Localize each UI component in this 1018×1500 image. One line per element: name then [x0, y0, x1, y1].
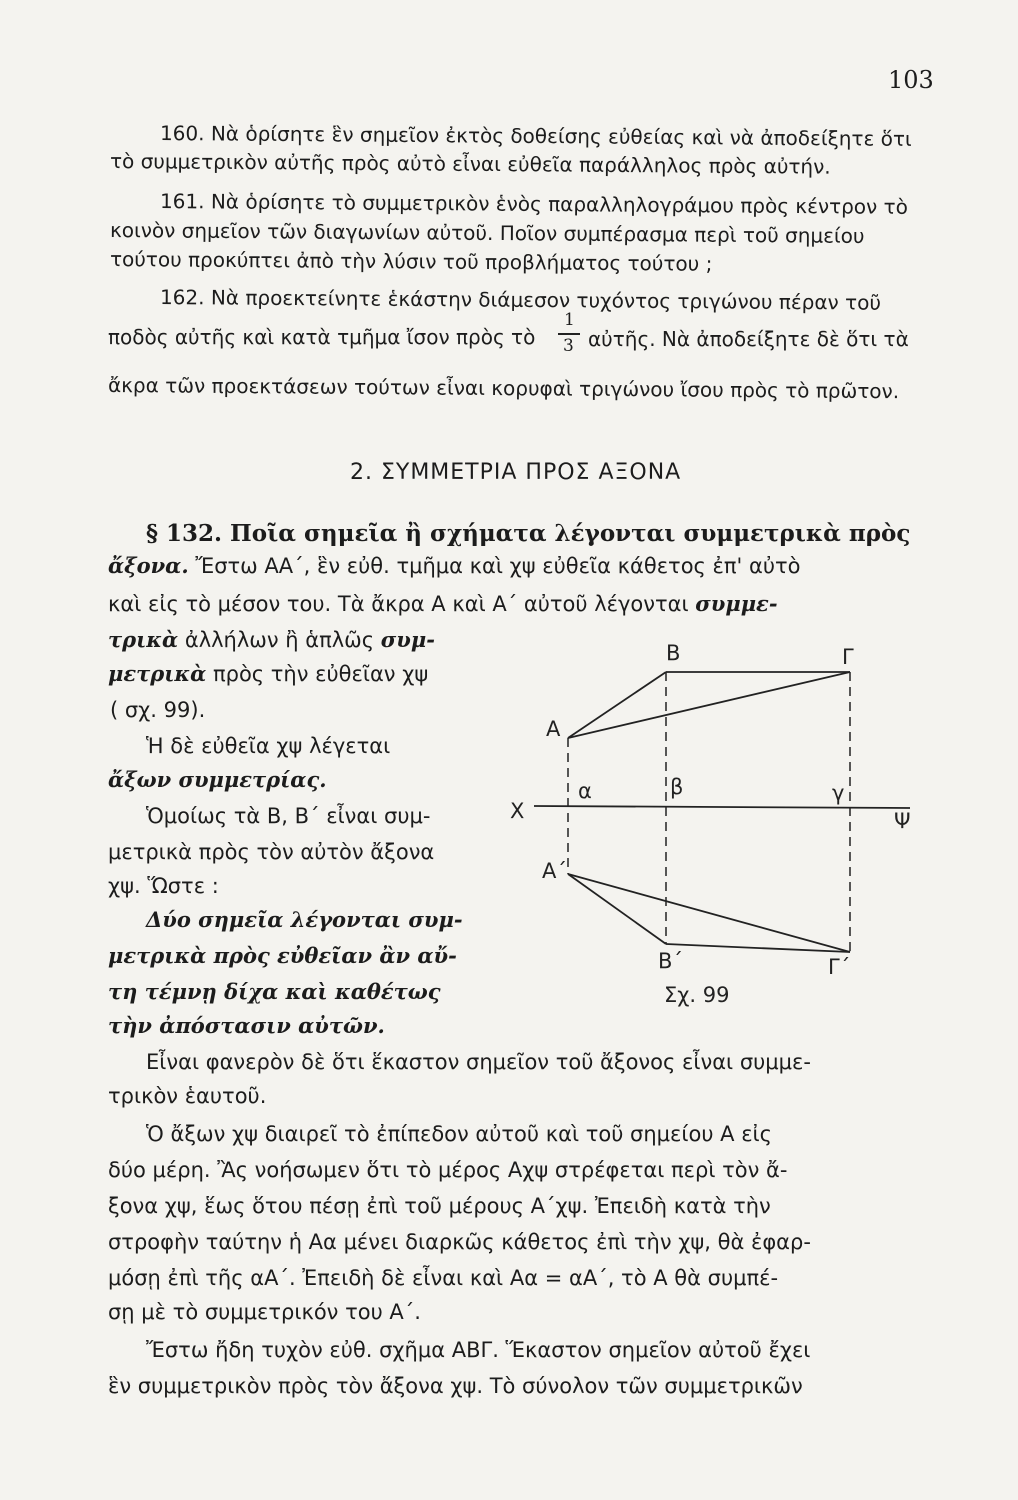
exercise-162-line-2b: αὐτῆς. Νὰ ἀποδείξητε δὲ ὅτι τὰ	[588, 327, 909, 351]
exercise-160-line-1: 160. Νὰ ὁρίσητε ἓν σημεῖον ἐκτὸς δοθείσης εὐθείας καὶ νὰ ἀποδείξητε ὅτι	[159, 121, 912, 151]
rest-line-9: Ἔστω ἤδη τυχὸν εὐθ. σχῆμα ΑΒΓ. Ἕκαστον σημεῖον αὐτοῦ ἔχει	[146, 1338, 811, 1362]
body-line-4-text: πρὸς τὴν εὐθεῖαν χψ	[206, 662, 429, 686]
segment-a-g	[568, 672, 850, 738]
segment-a2-g2	[568, 874, 850, 952]
body-line-4-bold: μετρικὰ	[108, 661, 207, 686]
label-b-prime: Β΄	[658, 949, 683, 973]
body-line-8: Ὁμοίως τὰ Β, Β΄ εἶναι συμ-	[146, 804, 431, 828]
body-line-3-text: ἀλλήλων ἢ ἁπλῶς	[178, 628, 381, 652]
rest-line-6: στροφὴν ταύτην ἡ Αα μένει διαρκῶς κάθετος ἐπὶ τὴν χψ, θὰ ἐφαρ-	[108, 1230, 811, 1254]
rest-line-10: ἓν συμμετρικὸν πρὸς τὸν ἄξονα χψ. Τὸ σύνολον τῶν συμμετρικῶν	[108, 1374, 803, 1398]
exercise-160-line-2: τὸ συμμετρικὸν αὐτῆς πρὸς αὐτὸ εἶναι εὐθεῖα παράλληλος πρὸς αὐτήν.	[109, 149, 831, 179]
body-line-7: ἄξων συμμετρίας.	[108, 767, 327, 792]
theorem-line-2: μετρικὰ πρὸς εὐθεῖαν ἂν αὔ-	[108, 943, 457, 968]
body-line-2-bold: συμμε-	[695, 591, 778, 616]
body-line-3-bold: τρικὰ	[108, 627, 179, 652]
theorem-line-4: τὴν ἀπόστασιν αὐτῶν.	[108, 1013, 385, 1038]
rest-line-2: τρικὸν ἑαυτοῦ.	[108, 1084, 267, 1108]
label-beta: β	[670, 775, 684, 799]
body-line-4	[108, 660, 428, 688]
label-g: Γ	[842, 645, 854, 669]
rest-line-5: ξονα χψ, ἕως ὅτου πέσῃ ἐπὶ τοῦ μέρους Α΄χψ. Ἐπειδὴ κατὰ τὴν	[108, 1194, 771, 1218]
exercise-161-line-1: 161. Νὰ ὁρίσητε τὸ συμμετρικὸν ἑνὸς παραλληλογράμου πρὸς κέντρον τὸ	[159, 189, 908, 219]
fraction-bar	[558, 333, 580, 335]
exercise-162-line-1: 162. Νὰ προεκτείνητε ἑκάστην διάμεσον τυχόντος τριγώνου πέραν τοῦ	[159, 285, 882, 315]
axis-x-psi	[534, 806, 910, 808]
page-number: 103	[888, 66, 934, 94]
body-line-10: χψ. Ὥστε :	[108, 874, 219, 898]
fraction-numerator: 1	[564, 310, 575, 330]
label-a-prime: Α΄	[542, 859, 567, 883]
rest-line-8: σῃ μὲ τὸ συμμετρικόν του Α΄.	[108, 1300, 421, 1324]
label-psi: Ψ	[894, 809, 911, 833]
exercise-161-line-3: τούτου προκύπτει ἀπὸ τὴν λύσιν τοῦ προβλήματος τούτου ;	[109, 247, 713, 276]
paragraph-heading: § 132. Ποῖα σημεῖα ἢ σχήματα λέγονται συμμετρικὰ πρὸς	[146, 520, 911, 547]
fraction-denominator: 3	[563, 336, 574, 356]
figure-caption: Σχ. 99	[664, 983, 730, 1007]
rest-line-4: δύο μέρη. Ἂς νοήσωμεν ὅτι τὸ μέρος Αχψ στρέφεται περὶ τὸν ἄ-	[108, 1158, 788, 1182]
label-b: Β	[666, 641, 681, 665]
label-g-prime: Γ΄	[828, 955, 851, 979]
theorem-line-1: Δύο σημεῖα λέγονται συμ-	[146, 907, 463, 932]
rest-line-3: Ὁ ἄξων χψ διαιρεῖ τὸ ἐπίπεδον αὐτοῦ καὶ τοῦ σημείου Α εἰς	[146, 1122, 772, 1146]
segment-a2-b2	[568, 874, 666, 944]
rest-line-1: Εἶναι φανερὸν δὲ ὅτι ἕκαστον σημεῖον τοῦ ἄξονος εἶναι συμμε-	[146, 1050, 811, 1074]
body-line-9: μετρικὰ πρὸς τὸν αὐτὸν ἄξονα	[108, 840, 435, 864]
body-line-2	[108, 590, 778, 618]
label-gamma: γ	[832, 781, 845, 805]
label-alpha: α	[578, 779, 592, 803]
exercise-162-line-2a: ποδὸς αὐτῆς καὶ κατὰ τμῆμα ἴσον πρὸς τὸ	[108, 325, 536, 349]
exercise-162-line-3: ἄκρα τῶν προεκτάσεων τούτων εἶναι κορυφαὶ τριγώνου ἴσου πρὸς τὸ πρῶτον.	[107, 373, 900, 404]
body-line-3	[108, 626, 435, 654]
body-line-1-bold: ἄξονα.	[108, 553, 189, 578]
label-x: Χ	[510, 799, 525, 823]
rest-line-7: μόσῃ ἐπὶ τῆς αΑ΄. Ἐπειδὴ δὲ εἶναι καὶ Αα = αΑ΄, τὸ Α θὰ συμπέ-	[108, 1266, 779, 1290]
section-title: 2. ΣΥΜΜΕΤΡΙΑ ΠΡΟΣ ΑΞΟΝΑ	[350, 460, 682, 485]
body-line-3-bold-2: συμ-	[380, 627, 435, 652]
theorem-line-3: τη τέμνῃ δίχα καὶ καθέτως	[108, 979, 441, 1004]
body-line-1-text: Ἔστω ΑΑ΄, ἓν εὐθ. τμῆμα καὶ χψ εὐθεῖα κάθετος ἐπ' αὐτὸ	[188, 554, 801, 578]
exercise-161-line-2: κοινὸν σημεῖον τῶν διαγωνίων αὐτοῦ. Ποῖον συμπέρασμα περὶ τοῦ σημείου	[109, 218, 865, 248]
body-line-2-text: καὶ εἰς τὸ μέσον του. Τὰ ἄκρα Α καὶ Α΄ αὐτοῦ λέγονται	[108, 592, 696, 616]
body-line-6: Ἡ δὲ εὐθεῖα χψ λέγεται	[146, 734, 391, 758]
label-a: Α	[546, 717, 561, 741]
body-line-1	[108, 552, 800, 580]
segment-a-b	[568, 672, 666, 738]
figure-99	[498, 628, 938, 1028]
body-line-5: ( σχ. 99).	[110, 698, 206, 722]
